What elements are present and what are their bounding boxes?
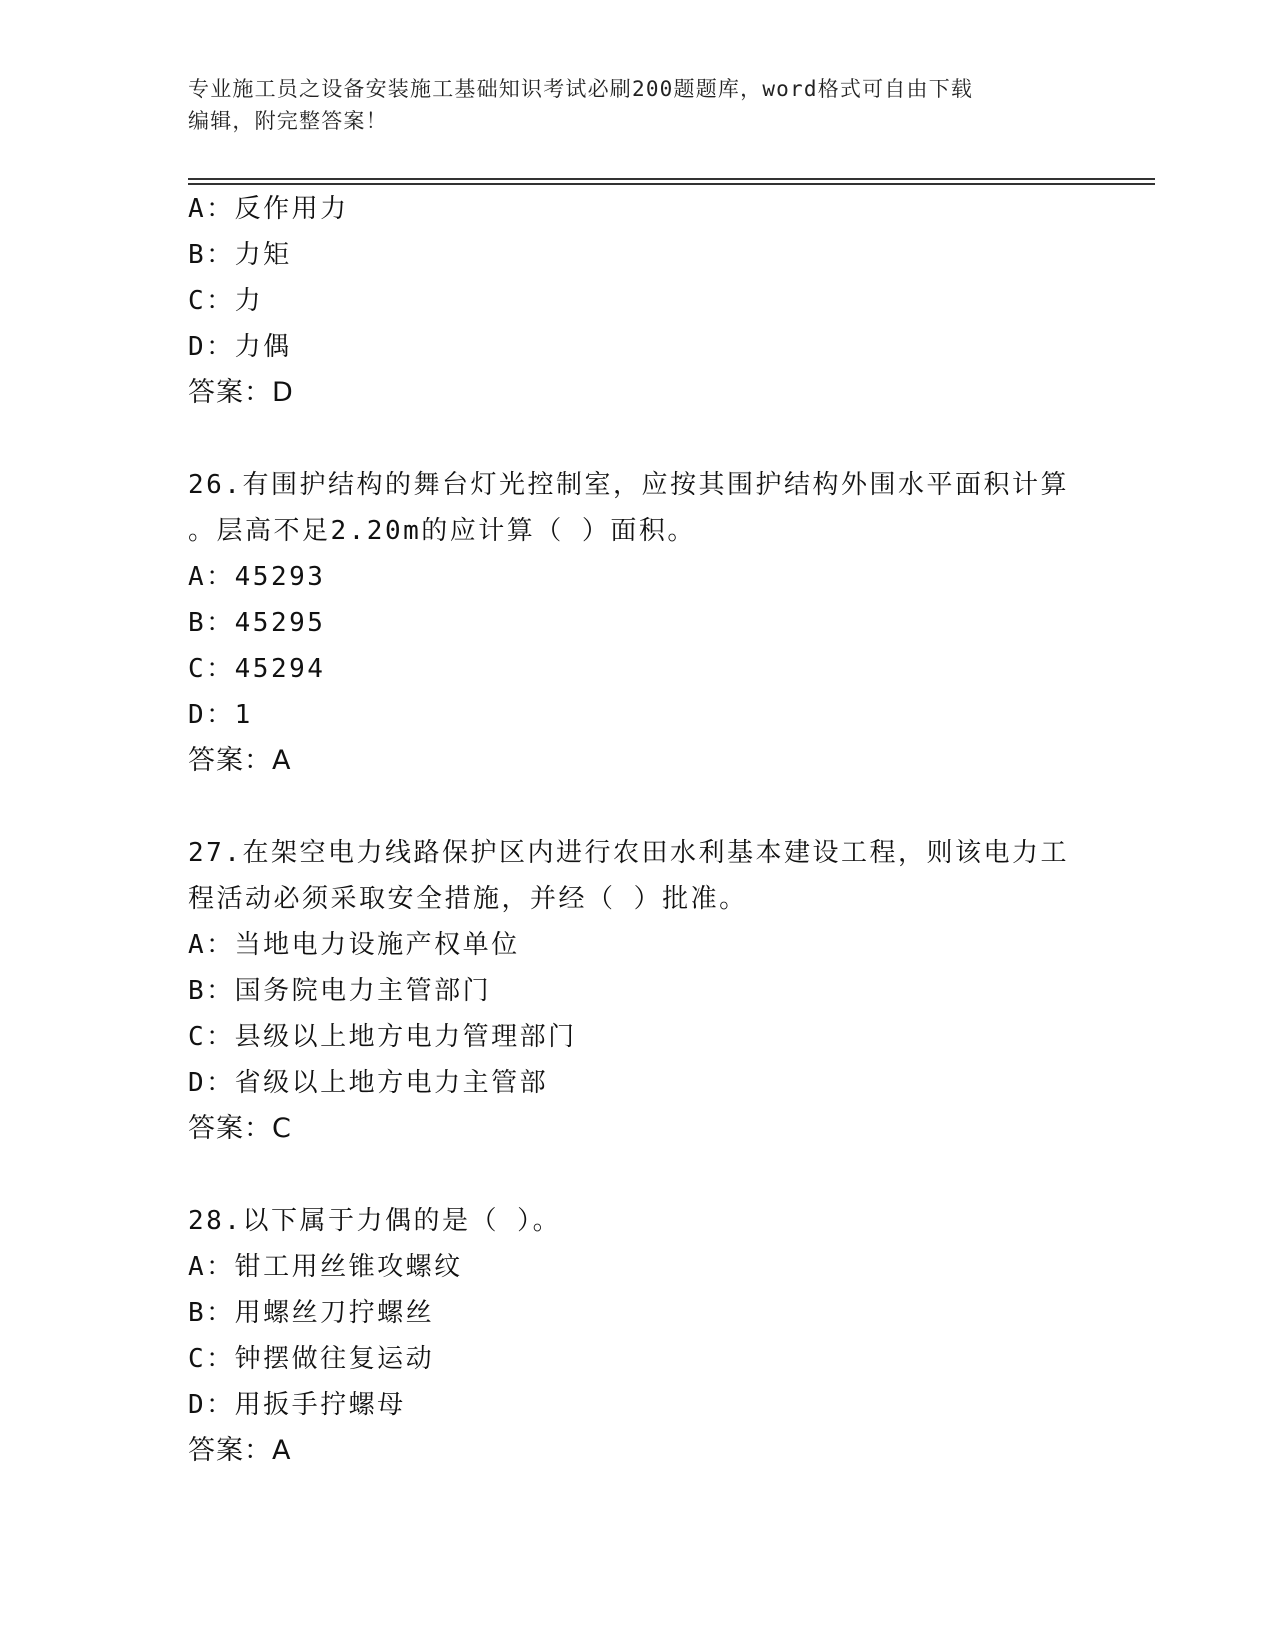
header-line-2: 编辑，附完整答案！	[188, 109, 388, 133]
question-26	[188, 462, 1088, 784]
header-line-1: 专业施工员之设备安装施工基础知识考试必刷200题题库，word格式可自由下载	[188, 77, 974, 101]
option-d: D：省级以上地方电力主管部	[188, 1068, 549, 1098]
option-a: A：45293	[188, 562, 326, 592]
option-d: D：1	[188, 700, 253, 730]
option-a: A：当地电力设施产权单位	[188, 930, 520, 960]
option-d: D：力偶	[188, 332, 292, 362]
question-list	[188, 186, 1088, 1474]
answer: 答案：A	[188, 1435, 292, 1466]
spacer	[188, 1152, 1088, 1198]
question-25	[188, 186, 1088, 416]
spacer	[188, 784, 1088, 830]
answer: 答案：D	[188, 377, 294, 408]
question-stem-line-2: 。层高不足2.20m的应计算（ ）面积。	[188, 516, 696, 546]
question-stem-line-1: 26.有围护结构的舞台灯光控制室，应按其围护结构外围水平面积计算	[188, 470, 1069, 500]
question-stem-line-1: 27.在架空电力线路保护区内进行农田水利基本建设工程，则该电力工	[188, 838, 1069, 868]
option-a: A：反作用力	[188, 194, 349, 224]
option-d: D：用扳手拧螺母	[188, 1390, 406, 1420]
option-b: B：国务院电力主管部门	[188, 976, 492, 1006]
spacer	[188, 416, 1088, 462]
option-a: A：钳工用丝锥攻螺纹	[188, 1252, 463, 1282]
question-stem-line-1: 28.以下属于力偶的是（ ）。	[188, 1206, 562, 1236]
option-b: B：用螺丝刀拧螺丝	[188, 1298, 435, 1328]
header-divider-bottom	[188, 183, 1155, 185]
question-27	[188, 830, 1088, 1152]
question-stem-line-2: 程活动必须采取安全措施，并经（ ）批准。	[188, 884, 748, 914]
answer: 答案：A	[188, 745, 292, 776]
option-c: C：钟摆做往复运动	[188, 1344, 435, 1374]
option-c: C：45294	[188, 654, 326, 684]
option-c: C：力	[188, 286, 264, 316]
option-b: B：45295	[188, 608, 326, 638]
header-divider-top	[188, 178, 1155, 180]
question-28	[188, 1198, 1088, 1474]
document-header	[188, 73, 1088, 137]
answer: 答案：C	[188, 1113, 292, 1144]
option-c: C：县级以上地方电力管理部门	[188, 1022, 577, 1052]
option-b: B：力矩	[188, 240, 292, 270]
